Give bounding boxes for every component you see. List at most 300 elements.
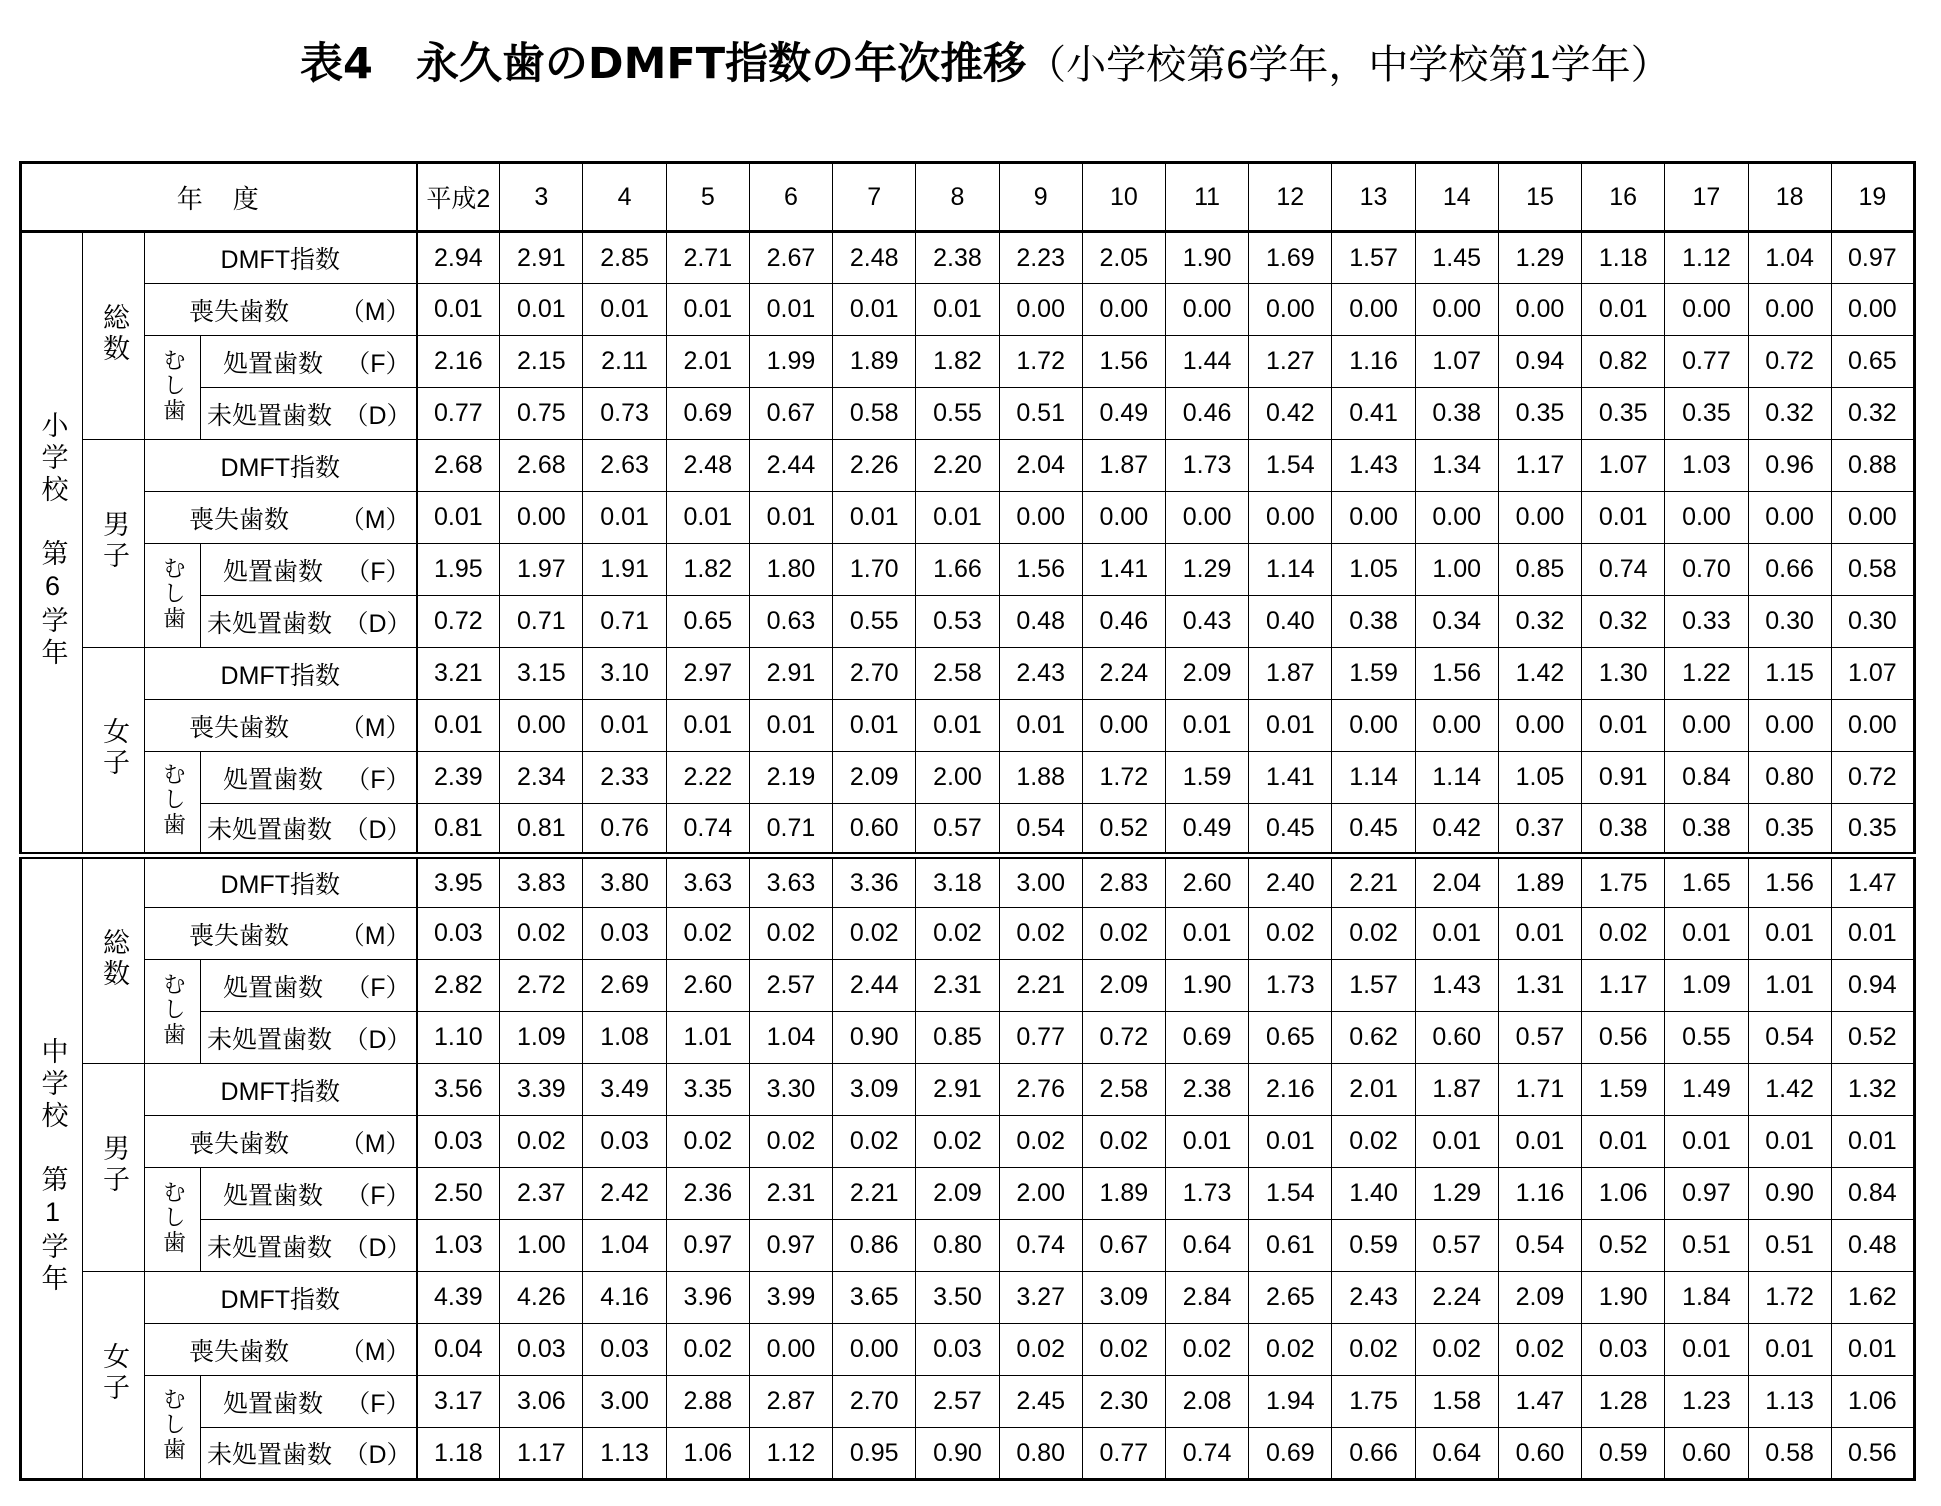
filled-teeth-value: 1.94 xyxy=(1249,1376,1332,1428)
filled-teeth-value: 1.95 xyxy=(417,544,500,596)
row-label-decayed-code: （D） xyxy=(343,1441,412,1469)
dmft-index-value: 1.87 xyxy=(1415,1064,1498,1116)
filled-teeth-value: 1.23 xyxy=(1665,1376,1748,1428)
year-header-cell: 9 xyxy=(999,163,1082,232)
missing-teeth-value: 0.01 xyxy=(749,284,832,336)
filled-teeth-value: 2.88 xyxy=(666,1376,749,1428)
decayed-teeth-value: 0.71 xyxy=(583,596,666,648)
row-label-missing xyxy=(145,700,417,752)
filled-teeth-value: 2.50 xyxy=(417,1168,500,1220)
decayed-teeth-value: 0.42 xyxy=(1249,388,1332,440)
filled-teeth-value: 2.08 xyxy=(1165,1376,1248,1428)
filled-teeth-value: 2.37 xyxy=(500,1168,583,1220)
caries-group-label xyxy=(145,1376,201,1480)
year-header-cell: 18 xyxy=(1748,163,1831,232)
missing-teeth-value: 0.02 xyxy=(1332,908,1415,960)
dmft-index-value: 1.73 xyxy=(1165,440,1248,492)
missing-teeth-value: 0.01 xyxy=(500,284,583,336)
filled-teeth-value: 1.59 xyxy=(1165,752,1248,804)
missing-teeth-value: 0.00 xyxy=(1665,492,1748,544)
missing-teeth-value: 0.02 xyxy=(749,1116,832,1168)
filled-teeth-value: 2.01 xyxy=(666,336,749,388)
missing-teeth-value: 0.02 xyxy=(833,908,916,960)
filled-teeth-value: 2.21 xyxy=(999,960,1082,1012)
decayed-teeth-value: 0.52 xyxy=(1082,804,1165,856)
school-grade-text: 中学校 第1学年 xyxy=(37,1036,68,1296)
missing-teeth-value: 0.01 xyxy=(1582,700,1665,752)
group-total-label xyxy=(83,856,145,1064)
row-label-filled-name: 処置歯数 xyxy=(223,349,324,378)
decayed-teeth-value: 0.57 xyxy=(1415,1220,1498,1272)
row-label-dmft: DMFT指数 xyxy=(145,648,417,700)
decayed-teeth-value: 0.90 xyxy=(916,1428,999,1480)
group-girls-label xyxy=(83,648,145,856)
year-header-cell: 8 xyxy=(916,163,999,232)
decayed-teeth-value: 0.35 xyxy=(1665,388,1748,440)
row-label-missing xyxy=(145,492,417,544)
caries-group-label xyxy=(145,336,201,440)
dmft-index-value: 1.15 xyxy=(1748,648,1831,700)
dmft-index-value: 3.50 xyxy=(916,1272,999,1324)
dmft-index-value: 2.76 xyxy=(999,1064,1082,1116)
dmft-index-value: 2.43 xyxy=(999,648,1082,700)
decayed-teeth-value: 0.58 xyxy=(833,388,916,440)
missing-teeth-value: 0.01 xyxy=(1831,908,1914,960)
missing-teeth-value: 0.03 xyxy=(583,908,666,960)
dmft-index-value: 2.16 xyxy=(1249,1064,1332,1116)
dmft-index-value: 1.69 xyxy=(1249,232,1332,284)
filled-teeth-value: 2.57 xyxy=(916,1376,999,1428)
missing-teeth-value: 0.01 xyxy=(417,492,500,544)
row-label-decayed-code: （D） xyxy=(343,1233,412,1262)
dmft-index-value: 3.96 xyxy=(666,1272,749,1324)
missing-teeth-value: 0.02 xyxy=(916,1116,999,1168)
decayed-teeth-value: 0.48 xyxy=(999,596,1082,648)
missing-teeth-value: 0.00 xyxy=(1249,284,1332,336)
dmft-index-value: 3.65 xyxy=(833,1272,916,1324)
row-label-missing-code: （M） xyxy=(339,921,411,950)
filled-teeth-value: 1.88 xyxy=(999,752,1082,804)
decayed-teeth-value: 0.55 xyxy=(916,388,999,440)
decayed-teeth-row xyxy=(21,388,1915,440)
missing-teeth-value: 0.01 xyxy=(1165,908,1248,960)
decayed-teeth-value: 0.71 xyxy=(500,596,583,648)
missing-teeth-value: 0.01 xyxy=(1249,1116,1332,1168)
dmft-index-value: 3.63 xyxy=(749,856,832,908)
missing-teeth-value: 0.02 xyxy=(500,908,583,960)
missing-teeth-value: 0.00 xyxy=(999,284,1082,336)
decayed-teeth-value: 1.03 xyxy=(417,1220,500,1272)
missing-teeth-value: 0.01 xyxy=(417,284,500,336)
row-label-decayed xyxy=(201,1428,417,1480)
decayed-teeth-value: 0.52 xyxy=(1831,1012,1914,1064)
table-title xyxy=(300,38,1671,100)
filled-teeth-value: 1.31 xyxy=(1498,960,1581,1012)
row-label-filled-wrap xyxy=(201,344,416,380)
dmft-index-value: 1.56 xyxy=(1415,648,1498,700)
dmft-index-value: 1.42 xyxy=(1748,1064,1831,1116)
filled-teeth-value: 0.84 xyxy=(1831,1168,1914,1220)
decayed-teeth-value: 0.30 xyxy=(1748,596,1831,648)
filled-teeth-value: 1.06 xyxy=(1582,1168,1665,1220)
dmft-index-value: 1.17 xyxy=(1498,440,1581,492)
dmft-index-value: 2.60 xyxy=(1165,856,1248,908)
filled-teeth-value: 0.85 xyxy=(1498,544,1581,596)
dmft-index-value: 1.49 xyxy=(1665,1064,1748,1116)
row-label-missing-wrap xyxy=(145,1332,416,1368)
dmft-index-value: 1.59 xyxy=(1332,648,1415,700)
decayed-teeth-value: 1.06 xyxy=(666,1428,749,1480)
caries-group-label xyxy=(145,960,201,1064)
row-label-filled xyxy=(201,1376,417,1428)
filled-teeth-value: 2.00 xyxy=(916,752,999,804)
missing-teeth-row xyxy=(21,1324,1915,1376)
missing-teeth-value: 0.02 xyxy=(916,908,999,960)
filled-teeth-value: 1.72 xyxy=(999,336,1082,388)
filled-teeth-value: 2.09 xyxy=(1082,960,1165,1012)
row-label-decayed-code: （D） xyxy=(343,609,412,638)
row-label-missing xyxy=(145,1324,417,1376)
dmft-index-value: 1.34 xyxy=(1415,440,1498,492)
group-name-text: 総数 xyxy=(99,927,129,990)
year-header-cell: 17 xyxy=(1665,163,1748,232)
school-grade-label xyxy=(21,232,83,856)
decayed-teeth-value: 0.38 xyxy=(1415,388,1498,440)
filled-teeth-value: 1.72 xyxy=(1082,752,1165,804)
filled-teeth-value: 1.29 xyxy=(1165,544,1248,596)
decayed-teeth-value: 0.55 xyxy=(833,596,916,648)
row-label-decayed-code: （D） xyxy=(343,1025,412,1054)
missing-teeth-value: 0.01 xyxy=(749,492,832,544)
header-row xyxy=(21,163,1915,232)
filled-teeth-value: 1.57 xyxy=(1332,960,1415,1012)
filled-teeth-value: 0.94 xyxy=(1831,960,1914,1012)
missing-teeth-value: 0.01 xyxy=(833,284,916,336)
filled-teeth-value: 2.69 xyxy=(583,960,666,1012)
dmft-index-value: 2.65 xyxy=(1249,1272,1332,1324)
decayed-teeth-value: 0.86 xyxy=(833,1220,916,1272)
dmft-index-value: 1.30 xyxy=(1582,648,1665,700)
dmft-index-value: 2.05 xyxy=(1082,232,1165,284)
missing-teeth-value: 0.01 xyxy=(1831,1324,1914,1376)
missing-teeth-value: 0.00 xyxy=(1415,492,1498,544)
filled-teeth-value: 1.75 xyxy=(1332,1376,1415,1428)
missing-teeth-value: 0.01 xyxy=(1665,1324,1748,1376)
dmft-index-value: 1.54 xyxy=(1249,440,1332,492)
dmft-index-value: 1.43 xyxy=(1332,440,1415,492)
decayed-teeth-value: 0.54 xyxy=(1498,1220,1581,1272)
filled-teeth-value: 2.15 xyxy=(500,336,583,388)
missing-teeth-value: 0.01 xyxy=(1831,1116,1914,1168)
dmft-index-value: 1.75 xyxy=(1582,856,1665,908)
decayed-teeth-value: 0.67 xyxy=(749,388,832,440)
elementary-school-grade6-section xyxy=(21,232,1915,856)
dmft-index-value: 0.96 xyxy=(1748,440,1831,492)
row-label-decayed xyxy=(201,388,417,440)
filled-teeth-value: 1.00 xyxy=(1415,544,1498,596)
row-label-missing xyxy=(145,908,417,960)
decayed-teeth-value: 0.51 xyxy=(1665,1220,1748,1272)
dmft-index-value: 3.30 xyxy=(749,1064,832,1116)
decayed-teeth-value: 0.63 xyxy=(749,596,832,648)
filled-teeth-value: 1.41 xyxy=(1249,752,1332,804)
filled-teeth-value: 1.47 xyxy=(1498,1376,1581,1428)
filled-teeth-row xyxy=(21,336,1915,388)
missing-teeth-value: 0.00 xyxy=(1082,492,1165,544)
missing-teeth-value: 0.00 xyxy=(1665,700,1748,752)
missing-teeth-value: 0.01 xyxy=(1665,1116,1748,1168)
missing-teeth-value: 0.01 xyxy=(1748,1324,1831,1376)
filled-teeth-value: 2.82 xyxy=(417,960,500,1012)
junior-high-school-grade1-section xyxy=(21,856,1915,1480)
decayed-teeth-value: 0.77 xyxy=(999,1012,1082,1064)
decayed-teeth-value: 0.57 xyxy=(916,804,999,856)
decayed-teeth-value: 0.38 xyxy=(1582,804,1665,856)
row-label-filled-wrap xyxy=(201,1384,416,1420)
title-main: 表4 永久歯のDMFT指数の年次推移 xyxy=(300,39,1027,89)
filled-teeth-value: 0.65 xyxy=(1831,336,1914,388)
dmft-index-value: 1.89 xyxy=(1498,856,1581,908)
dmft-index-value: 1.87 xyxy=(1082,440,1165,492)
filled-teeth-value: 0.66 xyxy=(1748,544,1831,596)
missing-teeth-value: 0.01 xyxy=(1498,1116,1581,1168)
missing-teeth-value: 0.01 xyxy=(1665,908,1748,960)
filled-teeth-value: 3.06 xyxy=(500,1376,583,1428)
missing-teeth-value: 0.00 xyxy=(1748,492,1831,544)
filled-teeth-value: 0.74 xyxy=(1582,544,1665,596)
row-label-decayed xyxy=(201,596,417,648)
missing-teeth-value: 0.00 xyxy=(749,1324,832,1376)
filled-teeth-value: 2.11 xyxy=(583,336,666,388)
missing-teeth-value: 0.00 xyxy=(1748,700,1831,752)
missing-teeth-value: 0.01 xyxy=(666,700,749,752)
dmft-index-row xyxy=(21,232,1915,284)
row-label-decayed-name: 未処置歯数 xyxy=(207,401,333,430)
decayed-teeth-value: 0.48 xyxy=(1831,1220,1914,1272)
missing-teeth-value: 0.00 xyxy=(500,700,583,752)
filled-teeth-value: 0.72 xyxy=(1831,752,1914,804)
decayed-teeth-value: 0.32 xyxy=(1831,388,1914,440)
row-label-filled xyxy=(201,960,417,1012)
dmft-index-value: 3.10 xyxy=(583,648,666,700)
missing-teeth-value: 0.01 xyxy=(1748,1116,1831,1168)
missing-teeth-value: 0.02 xyxy=(1165,1324,1248,1376)
dmft-index-value: 3.27 xyxy=(999,1272,1082,1324)
decayed-teeth-value: 0.41 xyxy=(1332,388,1415,440)
dmft-index-value: 2.23 xyxy=(999,232,1082,284)
decayed-teeth-value: 0.74 xyxy=(1165,1428,1248,1480)
filled-teeth-value: 1.13 xyxy=(1748,1376,1831,1428)
decayed-teeth-value: 1.13 xyxy=(583,1428,666,1480)
missing-teeth-row xyxy=(21,492,1915,544)
decayed-teeth-value: 0.61 xyxy=(1249,1220,1332,1272)
decayed-teeth-value: 0.77 xyxy=(1082,1428,1165,1480)
row-label-decayed-wrap xyxy=(201,604,416,640)
dmft-index-value: 1.72 xyxy=(1748,1272,1831,1324)
row-label-missing-code: （M） xyxy=(339,1337,411,1366)
missing-teeth-value: 0.01 xyxy=(999,700,1082,752)
filled-teeth-value: 2.39 xyxy=(417,752,500,804)
missing-teeth-value: 0.00 xyxy=(1332,700,1415,752)
dmft-index-value: 2.38 xyxy=(1165,1064,1248,1116)
dmft-index-value: 2.04 xyxy=(1415,856,1498,908)
missing-teeth-value: 0.00 xyxy=(1415,284,1498,336)
dmft-index-value: 3.15 xyxy=(500,648,583,700)
decayed-teeth-value: 1.17 xyxy=(500,1428,583,1480)
row-label-missing xyxy=(145,284,417,336)
filled-teeth-value: 0.80 xyxy=(1748,752,1831,804)
dmft-index-value: 1.84 xyxy=(1665,1272,1748,1324)
missing-teeth-value: 0.01 xyxy=(583,492,666,544)
missing-teeth-value: 0.00 xyxy=(1165,492,1248,544)
missing-teeth-value: 0.02 xyxy=(999,1324,1082,1376)
dmft-table xyxy=(19,161,1916,1481)
filled-teeth-value: 0.94 xyxy=(1498,336,1581,388)
dmft-index-value: 2.48 xyxy=(833,232,916,284)
dmft-index-value: 1.42 xyxy=(1498,648,1581,700)
filled-teeth-value: 2.34 xyxy=(500,752,583,804)
dmft-index-row xyxy=(21,1272,1915,1324)
decayed-teeth-value: 0.56 xyxy=(1831,1428,1914,1480)
dmft-index-value: 0.88 xyxy=(1831,440,1914,492)
row-label-decayed xyxy=(201,1012,417,1064)
missing-teeth-value: 0.00 xyxy=(1831,492,1914,544)
missing-teeth-value: 0.01 xyxy=(1498,908,1581,960)
row-label-missing-wrap xyxy=(145,292,416,328)
dmft-index-value: 2.38 xyxy=(916,232,999,284)
dmft-index-value: 1.45 xyxy=(1415,232,1498,284)
decayed-teeth-value: 0.69 xyxy=(1165,1012,1248,1064)
row-label-filled-code: （F） xyxy=(345,765,411,794)
year-header-cell: 4 xyxy=(583,163,666,232)
dmft-index-value: 3.63 xyxy=(666,856,749,908)
missing-teeth-value: 0.02 xyxy=(1498,1324,1581,1376)
dmft-index-value: 1.71 xyxy=(1498,1064,1581,1116)
missing-teeth-value: 0.00 xyxy=(1498,492,1581,544)
row-label-missing-code: （M） xyxy=(339,297,411,326)
filled-teeth-value: 2.70 xyxy=(833,1376,916,1428)
missing-teeth-value: 0.02 xyxy=(1332,1116,1415,1168)
missing-teeth-value: 0.01 xyxy=(1415,908,1498,960)
decayed-teeth-value: 0.37 xyxy=(1498,804,1581,856)
missing-teeth-value: 0.01 xyxy=(916,700,999,752)
missing-teeth-value: 0.01 xyxy=(833,700,916,752)
filled-teeth-value: 1.91 xyxy=(583,544,666,596)
year-header-cell: 10 xyxy=(1082,163,1165,232)
filled-teeth-value: 2.16 xyxy=(417,336,500,388)
filled-teeth-value: 1.82 xyxy=(666,544,749,596)
filled-teeth-value: 1.17 xyxy=(1582,960,1665,1012)
decayed-teeth-value: 0.35 xyxy=(1748,804,1831,856)
filled-teeth-value: 2.21 xyxy=(833,1168,916,1220)
dmft-index-row xyxy=(21,856,1915,908)
dmft-index-value: 2.26 xyxy=(833,440,916,492)
year-header-cell: 6 xyxy=(749,163,832,232)
filled-teeth-value: 1.73 xyxy=(1249,960,1332,1012)
filled-teeth-value: 2.31 xyxy=(749,1168,832,1220)
decayed-teeth-value: 0.38 xyxy=(1332,596,1415,648)
decayed-teeth-value: 0.65 xyxy=(666,596,749,648)
decayed-teeth-value: 0.55 xyxy=(1665,1012,1748,1064)
missing-teeth-value: 0.01 xyxy=(749,700,832,752)
decayed-teeth-value: 0.69 xyxy=(1249,1428,1332,1480)
filled-teeth-value: 1.89 xyxy=(833,336,916,388)
decayed-teeth-value: 0.95 xyxy=(833,1428,916,1480)
missing-teeth-value: 0.02 xyxy=(999,1116,1082,1168)
year-header-cell: 15 xyxy=(1498,163,1581,232)
decayed-teeth-value: 1.12 xyxy=(749,1428,832,1480)
year-header-cell: 3 xyxy=(500,163,583,232)
dmft-index-value: 3.99 xyxy=(749,1272,832,1324)
decayed-teeth-value: 0.38 xyxy=(1665,804,1748,856)
dmft-index-value: 1.18 xyxy=(1582,232,1665,284)
dmft-index-value: 1.62 xyxy=(1831,1272,1914,1324)
filled-teeth-value: 0.58 xyxy=(1831,544,1914,596)
dmft-index-value: 1.22 xyxy=(1665,648,1748,700)
decayed-teeth-value: 0.53 xyxy=(916,596,999,648)
decayed-teeth-value: 0.35 xyxy=(1582,388,1665,440)
decayed-teeth-value: 0.90 xyxy=(833,1012,916,1064)
dmft-index-value: 2.21 xyxy=(1332,856,1415,908)
decayed-teeth-value: 0.97 xyxy=(749,1220,832,1272)
decayed-teeth-row xyxy=(21,1012,1915,1064)
missing-teeth-value: 0.02 xyxy=(1582,908,1665,960)
dmft-index-value: 1.29 xyxy=(1498,232,1581,284)
decayed-teeth-value: 0.51 xyxy=(1748,1220,1831,1272)
missing-teeth-value: 0.00 xyxy=(1165,284,1248,336)
missing-teeth-value: 0.02 xyxy=(1332,1324,1415,1376)
decayed-teeth-value: 0.52 xyxy=(1582,1220,1665,1272)
year-header-cell: 5 xyxy=(666,163,749,232)
dmft-index-value: 3.21 xyxy=(417,648,500,700)
missing-teeth-value: 0.01 xyxy=(916,492,999,544)
row-label-decayed-wrap xyxy=(201,1435,416,1471)
group-girls-label xyxy=(83,1272,145,1480)
row-label-missing-code: （M） xyxy=(339,1129,411,1158)
decayed-teeth-value: 0.75 xyxy=(500,388,583,440)
filled-teeth-value: 3.00 xyxy=(583,1376,666,1428)
decayed-teeth-value: 0.57 xyxy=(1498,1012,1581,1064)
filled-teeth-value: 1.14 xyxy=(1249,544,1332,596)
missing-teeth-value: 0.00 xyxy=(1665,284,1748,336)
dmft-index-value: 3.09 xyxy=(833,1064,916,1116)
decayed-teeth-value: 0.64 xyxy=(1165,1220,1248,1272)
decayed-teeth-value: 0.77 xyxy=(417,388,500,440)
dmft-index-value: 2.40 xyxy=(1249,856,1332,908)
filled-teeth-value: 0.70 xyxy=(1665,544,1748,596)
row-label-filled-wrap xyxy=(201,1176,416,1212)
missing-teeth-row xyxy=(21,700,1915,752)
dmft-index-value: 2.01 xyxy=(1332,1064,1415,1116)
missing-teeth-value: 0.01 xyxy=(666,492,749,544)
table-header xyxy=(21,163,1915,232)
filled-teeth-value: 1.43 xyxy=(1415,960,1498,1012)
dmft-index-value: 2.09 xyxy=(1498,1272,1581,1324)
missing-teeth-row xyxy=(21,1116,1915,1168)
decayed-teeth-value: 0.32 xyxy=(1748,388,1831,440)
filled-teeth-value: 2.42 xyxy=(583,1168,666,1220)
decayed-teeth-value: 0.45 xyxy=(1249,804,1332,856)
missing-teeth-value: 0.00 xyxy=(999,492,1082,544)
decayed-teeth-value: 0.32 xyxy=(1582,596,1665,648)
filled-teeth-value: 1.14 xyxy=(1415,752,1498,804)
missing-teeth-value: 0.01 xyxy=(1582,1116,1665,1168)
row-label-dmft: DMFT指数 xyxy=(145,1064,417,1116)
decayed-teeth-value: 1.09 xyxy=(500,1012,583,1064)
decayed-teeth-value: 0.32 xyxy=(1498,596,1581,648)
missing-teeth-value: 0.02 xyxy=(1415,1324,1498,1376)
filled-teeth-value: 1.54 xyxy=(1249,1168,1332,1220)
